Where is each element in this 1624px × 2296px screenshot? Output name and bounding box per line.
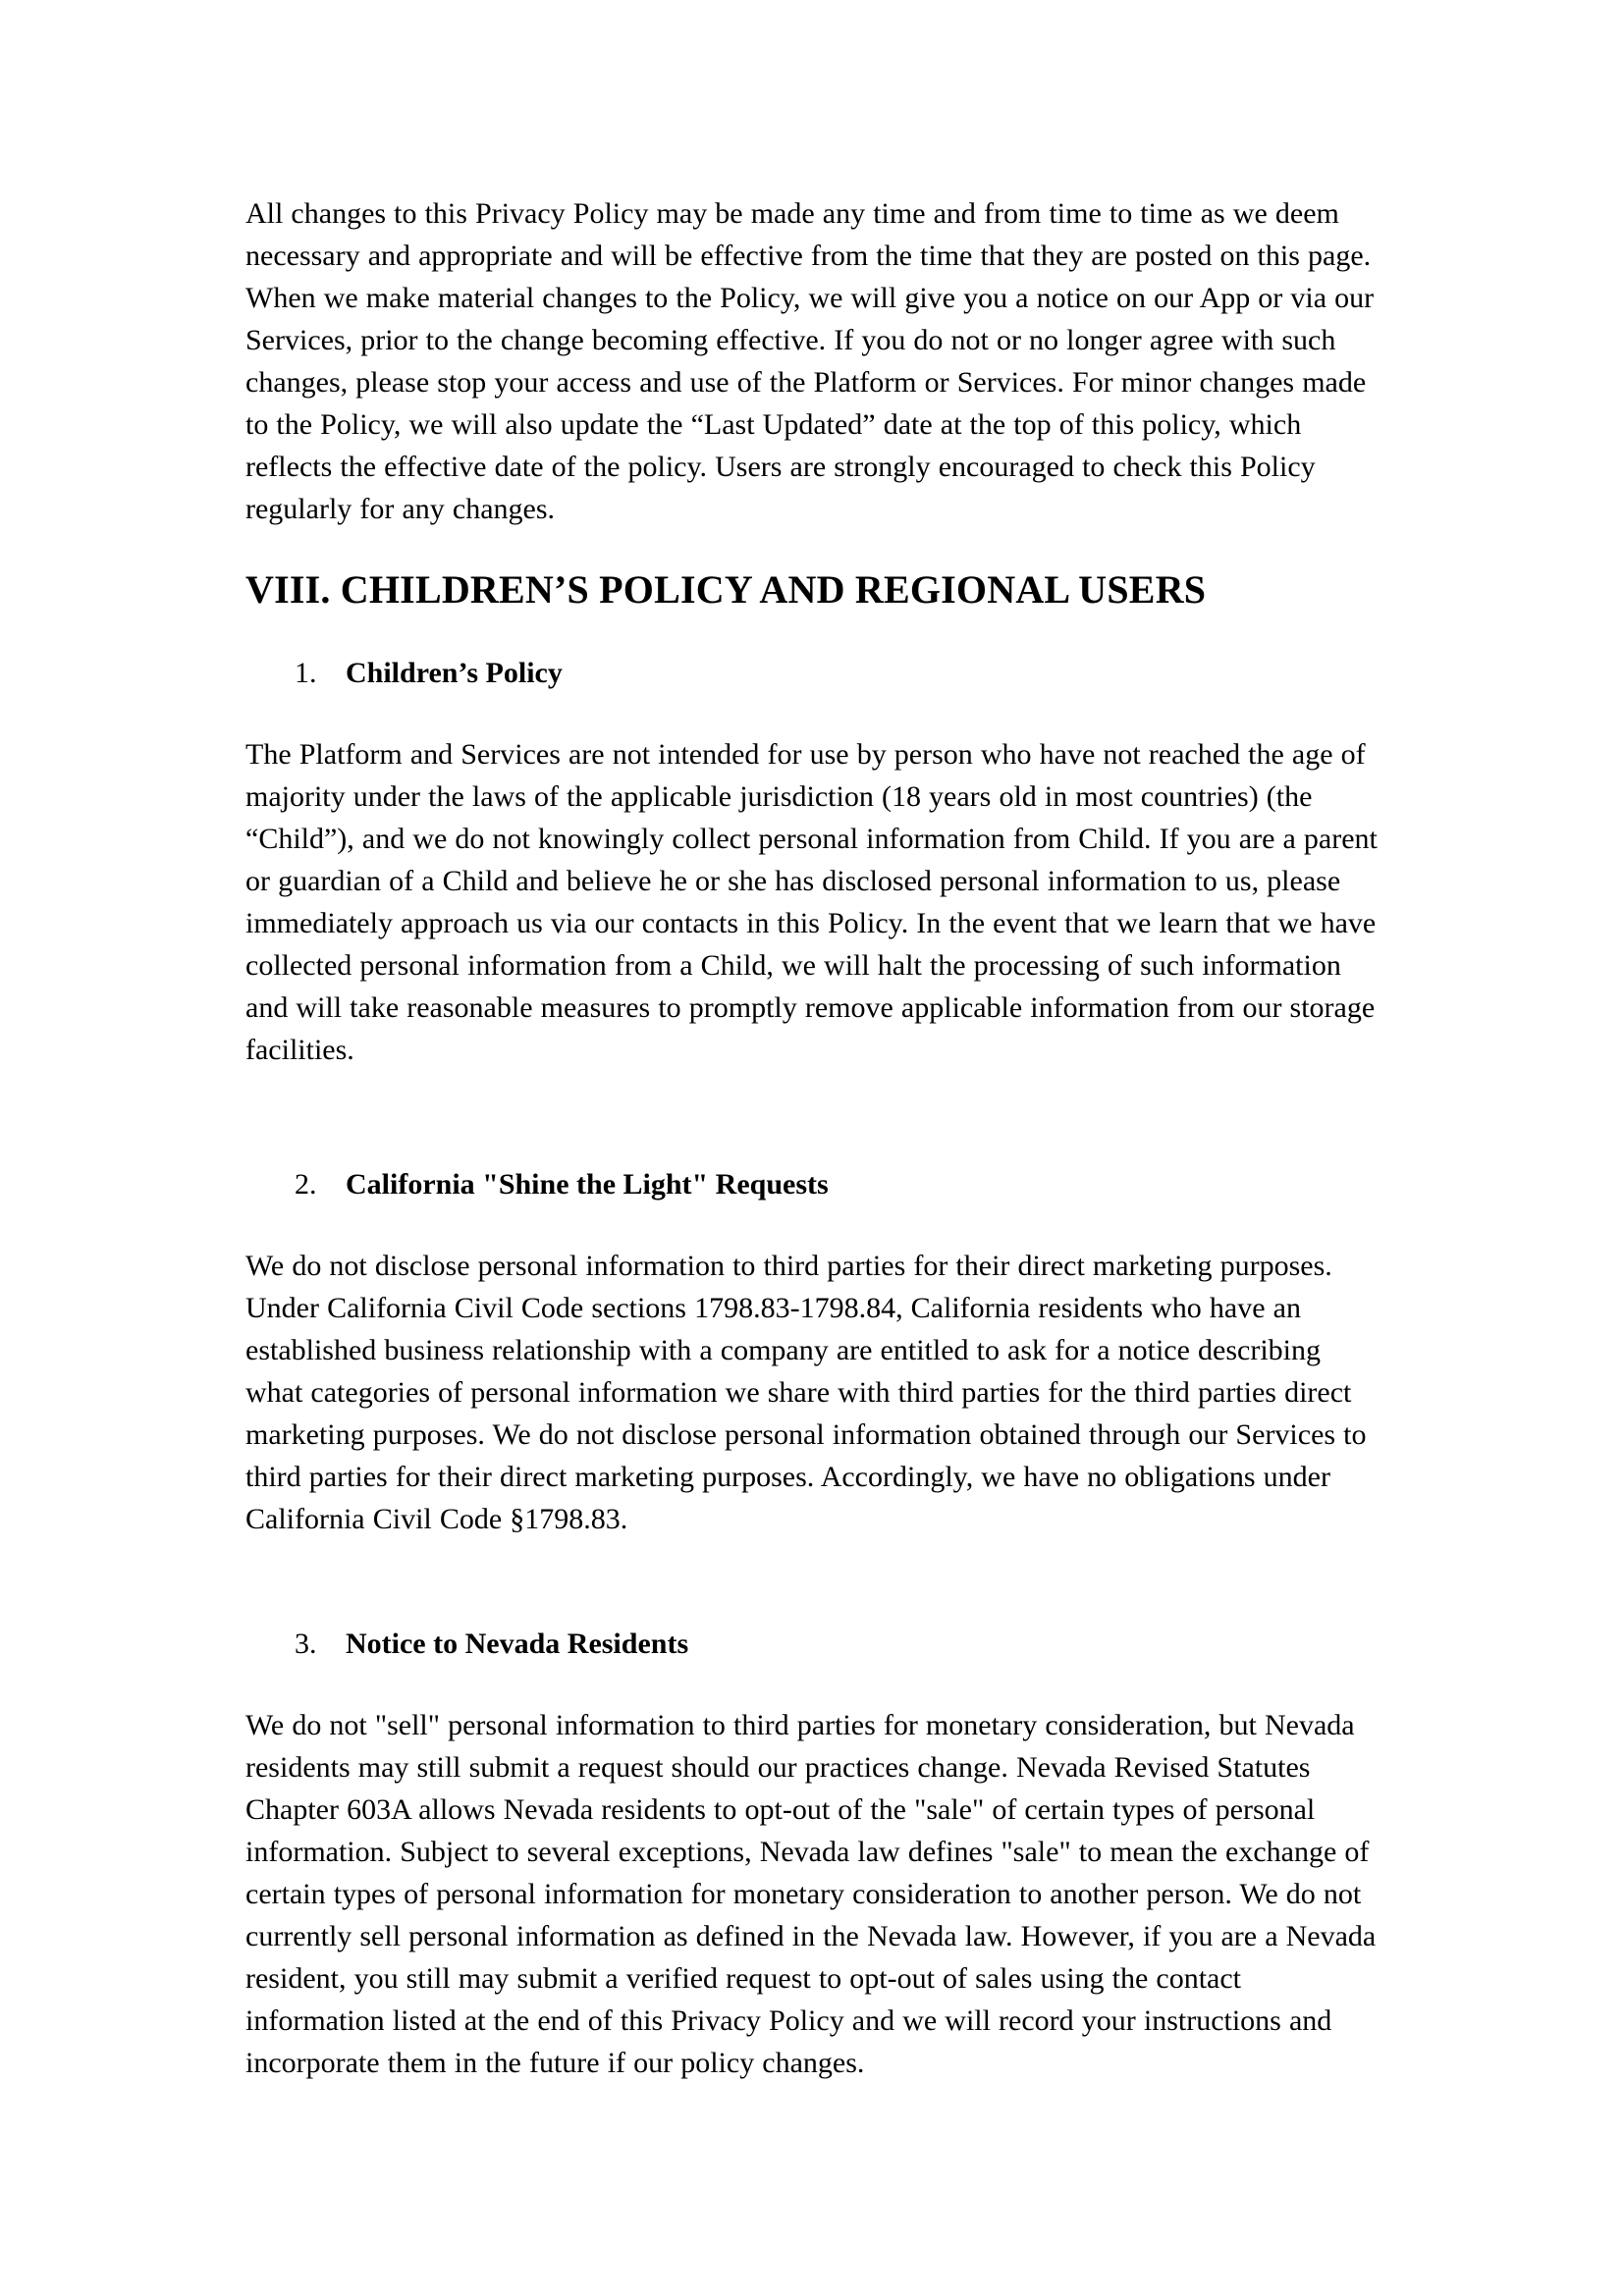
nevada-residents-paragraph: We do not "sell" personal information to third parties for monetary consideration, but Nevada residents may still submit a request should our practices change. Nevada Revised Statutes Chapter 603A allows Nevada residents to opt-out of the "sale" of certain types of personal information. Subject to several exceptions, Nevada law defines "sale" to mean the exchange of certain types of personal information for monetary consideration to another person. We do not currently sell personal information as defined in the Nevada law. However, if you are a Nevada resident, you still may submit a verified request to opt-out of sales using the contact information listed at the end of this Privacy Policy and we will record your instructions and incorporate them in the future if our policy changes. [245,1709,1377,2079]
subsection-heading-nevada-residents [245,1623,1383,1665]
childrens-policy-paragraph: The Platform and Services are not intended for use by person who have not reached the age of majority under the laws of the applicable jurisdiction (18 years old in most countries) (the “Child”), and we do not knowingly collect personal information from Child. If you are a parent or guardian of a Child and believe he or she has disclosed personal information to us, please immediately approach us via our contacts in this Policy. In the event that we learn that we have collected personal information from a Child, we will halt the processing of such information and will take reasonable measures to promptly remove applicable information from our storage facilities. [245,738,1378,1066]
subsection-title: California "Shine the Light" Requests [346,1168,829,1201]
california-requests-paragraph: We do not disclose personal information to third parties for their direct marketing purposes. Under California Civil Code sections 1798.83-1798.84, California residents who have an established business relationship with a company are entitled to ask for a notice describing what categories of personal information we share with third parties for the third parties direct marketing purposes. We do not disclose personal information obtained through our Services to third parties for their direct marketing purposes. Accordingly, we have no obligations under California Civil Code §1798.83. [245,1250,1367,1535]
subsection-number: 1. [295,657,317,689]
subsection-number: 2. [295,1168,317,1201]
subsection-title: Children’s Policy [346,657,563,689]
section-heading: VIII. CHILDREN’S POLICY AND REGIONAL USERS [245,567,1207,612]
subsection-heading-childrens-policy [245,652,1383,694]
subsection-number: 3. [295,1628,317,1660]
subsection-heading-california-requests [245,1163,1383,1205]
intro-paragraph: All changes to this Privacy Policy may be made any time and from time to time as we deem necessary and appropriate and will be effective from the time that they are posted on this page. When we make material changes to the Policy, we will give you a notice on our App or via our Services, prior to the change becoming effective. If you do not or no longer agree with such changes, please stop your access and use of the Platform or Services. For minor changes made to the Policy, we will also update the “Last Updated” date at the top of this policy, which reflects the effective date of the policy. Users are strongly encouraged to check this Policy regularly for any changes. [245,197,1375,525]
subsection-title: Notice to Nevada Residents [346,1628,689,1660]
